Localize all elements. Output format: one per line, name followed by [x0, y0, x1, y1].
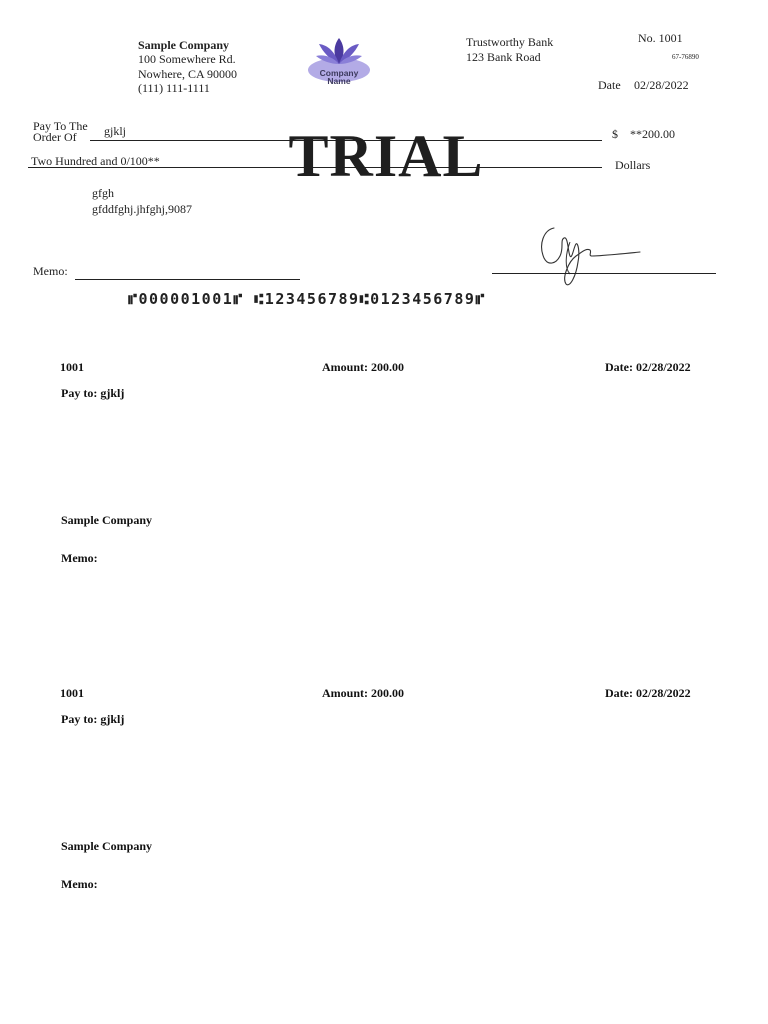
stub-amount: Amount: 200.00 [322, 360, 405, 374]
bank-address: 123 Bank Road [466, 50, 541, 64]
stub-amount: Amount: 200.00 [322, 686, 405, 700]
micr-line: ⑈000001001⑈ ⑆123456789⑆0123456789⑈ [128, 290, 486, 308]
check-amount: **200.00 [630, 127, 675, 141]
payee-name: gjklj [104, 124, 127, 138]
trial-watermark: TRIAL [288, 123, 484, 189]
bank-name: Trustworthy Bank [466, 35, 554, 49]
payee-address-line-1: gfgh [92, 186, 114, 200]
stub-date: Date: 02/28/2022 [605, 360, 691, 374]
company-name: Sample Company [138, 38, 230, 52]
memo-line [75, 279, 300, 280]
dollars-label: Dollars [615, 158, 651, 172]
stub-company: Sample Company [61, 513, 153, 527]
stub-memo: Memo: [61, 551, 98, 565]
company-phone: (111) 111-1111 [138, 81, 210, 95]
stub-date: Date: 02/28/2022 [605, 686, 691, 700]
pay-to-label: Pay To The Order Of [33, 119, 88, 144]
company-address-line-1: 100 Somewhere Rd. [138, 52, 236, 66]
amount-in-words: Two Hundred and 0/100** [31, 154, 160, 168]
stub-pay-to: Pay to: gjklj [61, 386, 125, 400]
currency-symbol: $ [612, 127, 618, 141]
stub-pay-to: Pay to: gjklj [61, 712, 125, 726]
date-label: Date [598, 78, 621, 92]
check-number: No. 1001 [638, 31, 683, 45]
stub-check-number: 1001 [60, 686, 84, 700]
memo-label: Memo: [33, 264, 68, 278]
check-date: 02/28/2022 [634, 78, 689, 92]
stub-check-number: 1001 [60, 360, 84, 374]
payee-address-line-2: gfddfghj.jhfghj,9087 [92, 202, 192, 216]
company-address-line-2: Nowhere, CA 90000 [138, 67, 237, 81]
signature-line [492, 273, 716, 274]
stub-memo: Memo: [61, 877, 98, 891]
stub-company: Sample Company [61, 839, 153, 853]
logo-text: Company Name [319, 68, 359, 86]
routing-fraction: 67-76890 [672, 53, 699, 61]
signature-image [530, 222, 650, 292]
